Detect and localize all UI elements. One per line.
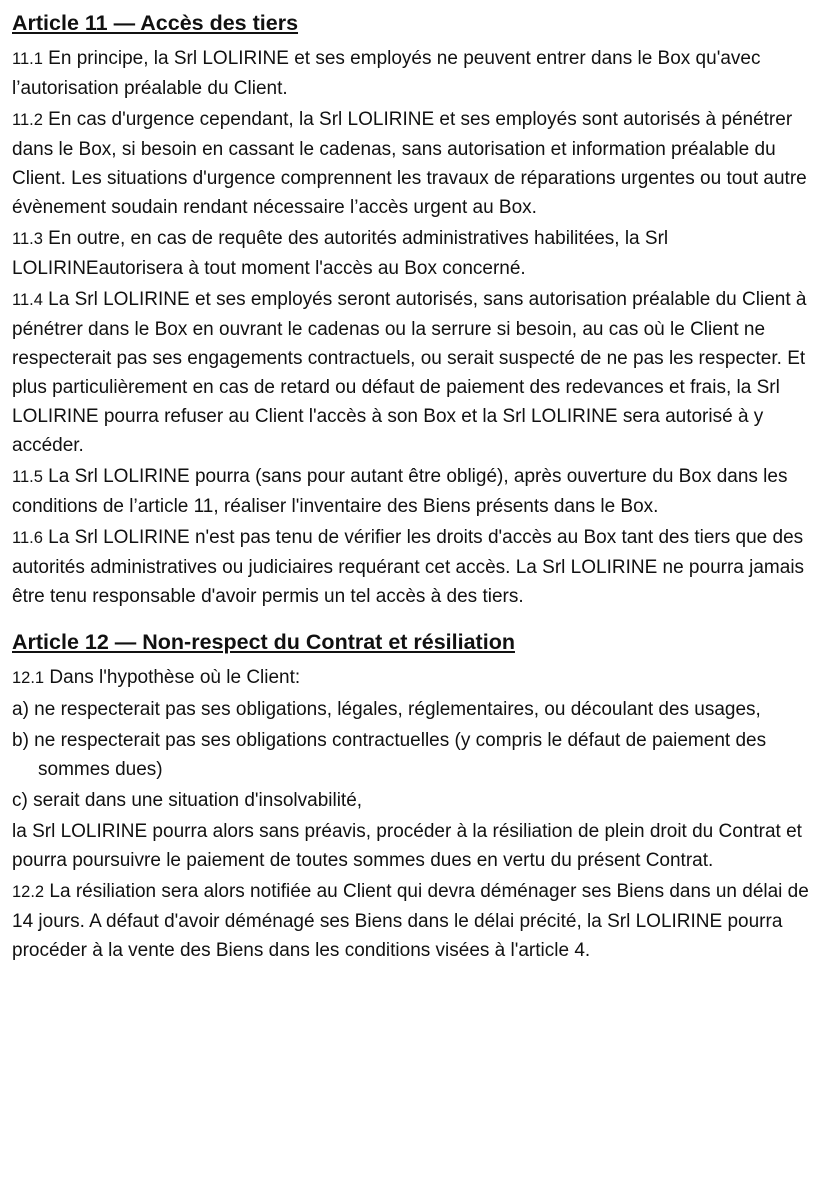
paragraph-11-6 — [12, 523, 814, 611]
paragraph-text: La Srl LOLIRINE n'est pas tenu de vérifier les droits d'accès au Box tant des tiers que des autorités administratives ou judiciaires requérant cet accès. La Srl LOLIRINE ne pourra jamais être tenu responsable d'avoir permis un tel accès à des tiers. — [12, 527, 805, 607]
paragraph-number: 11.5 — [12, 468, 43, 486]
paragraph-number: 11.2 — [12, 111, 43, 129]
paragraph-number: 11.3 — [12, 230, 43, 248]
list-item-b: b) ne respecterait pas ses obligations contractuelles (y compris le défaut de paiement des sommes dues) — [12, 730, 767, 780]
paragraph-text: La Srl LOLIRINE et ses employés seront autorisés, sans autorisation préalable du Client à pénétrer dans le Box en ouvrant le cadenas ou la serrure si besoin, au cas où le Client ne respecterait pas ses engagements contractuels, ou serait suspecté de ne pas les respecter. Et plus particulièrement en cas de retard ou défaut de paiement des redevances et frais, la Srl LOLIRINE pourra refuser au Client l'accès à son Box et la Srl LOLIRINE sera autorisé à y accéder. — [12, 289, 807, 456]
paragraph-number: 11.1 — [12, 50, 43, 68]
paragraph-12-1-conclusion: la Srl LOLIRINE pourra alors sans préavis, procéder à la résiliation de plein droit du Contrat et pourra poursuivre le paiement de toutes sommes dues en vertu du présent Contrat. — [12, 821, 802, 871]
paragraph-11-2 — [12, 105, 814, 222]
paragraph-text: La résiliation sera alors notifiée au Client qui devra déménager ses Biens dans un délai de 14 jours. A défaut d'avoir déménagé ses Biens dans le délai précité, la Srl LOLIRINE pourra procéder à la vente des Biens dans les conditions visées à l'article 4. — [12, 881, 809, 961]
paragraph-text: La Srl LOLIRINE pourra (sans pour autant être obligé), après ouverture du Box dans les conditions de l’article 11, réaliser l'inventaire des Biens présents dans le Box. — [12, 466, 788, 517]
list-item-a: a) ne respecterait pas ses obligations, légales, réglementaires, ou découlant des usages, — [12, 699, 761, 720]
paragraph-text: En cas d'urgence cependant, la Srl LOLIRINE et ses employés sont autorisés à pénétrer dans le Box, si besoin en cassant le cadenas, sans autorisation et information préalable du Client. Les situations d'urgence comprennent les travaux de réparations urgentes ou tout autre évènement soudain rendant nécessaire l’accès urgent au Box. — [12, 109, 807, 218]
paragraph-12-2 — [12, 877, 814, 965]
paragraph-11-3 — [12, 224, 814, 283]
paragraph-text: Dans l'hypothèse où le Client: — [44, 667, 301, 688]
paragraph-number: 11.4 — [12, 291, 43, 309]
paragraph-number: 11.6 — [12, 529, 43, 547]
article-11-title: Article 11 — Accès des tiers — [12, 11, 299, 35]
paragraph-11-4 — [12, 285, 814, 460]
paragraph-text: En principe, la Srl LOLIRINE et ses employés ne peuvent entrer dans le Box qu'avec l’autorisation préalable du Client. — [12, 48, 761, 99]
paragraph-number: 12.2 — [12, 883, 45, 901]
paragraph-11-5 — [12, 462, 814, 521]
paragraph-number: 12.1 — [12, 669, 45, 687]
list-item-c: c) serait dans une situation d'insolvabilité, — [12, 790, 363, 811]
paragraph-11-1 — [12, 44, 814, 103]
article-12-title: Article 12 — Non-respect du Contrat et résiliation — [12, 630, 515, 654]
paragraph-12-1 — [12, 663, 814, 693]
paragraph-text: En outre, en cas de requête des autorités administratives habilitées, la Srl LOLIRINEautorisera à tout moment l'accès au Box concerné. — [12, 228, 669, 279]
